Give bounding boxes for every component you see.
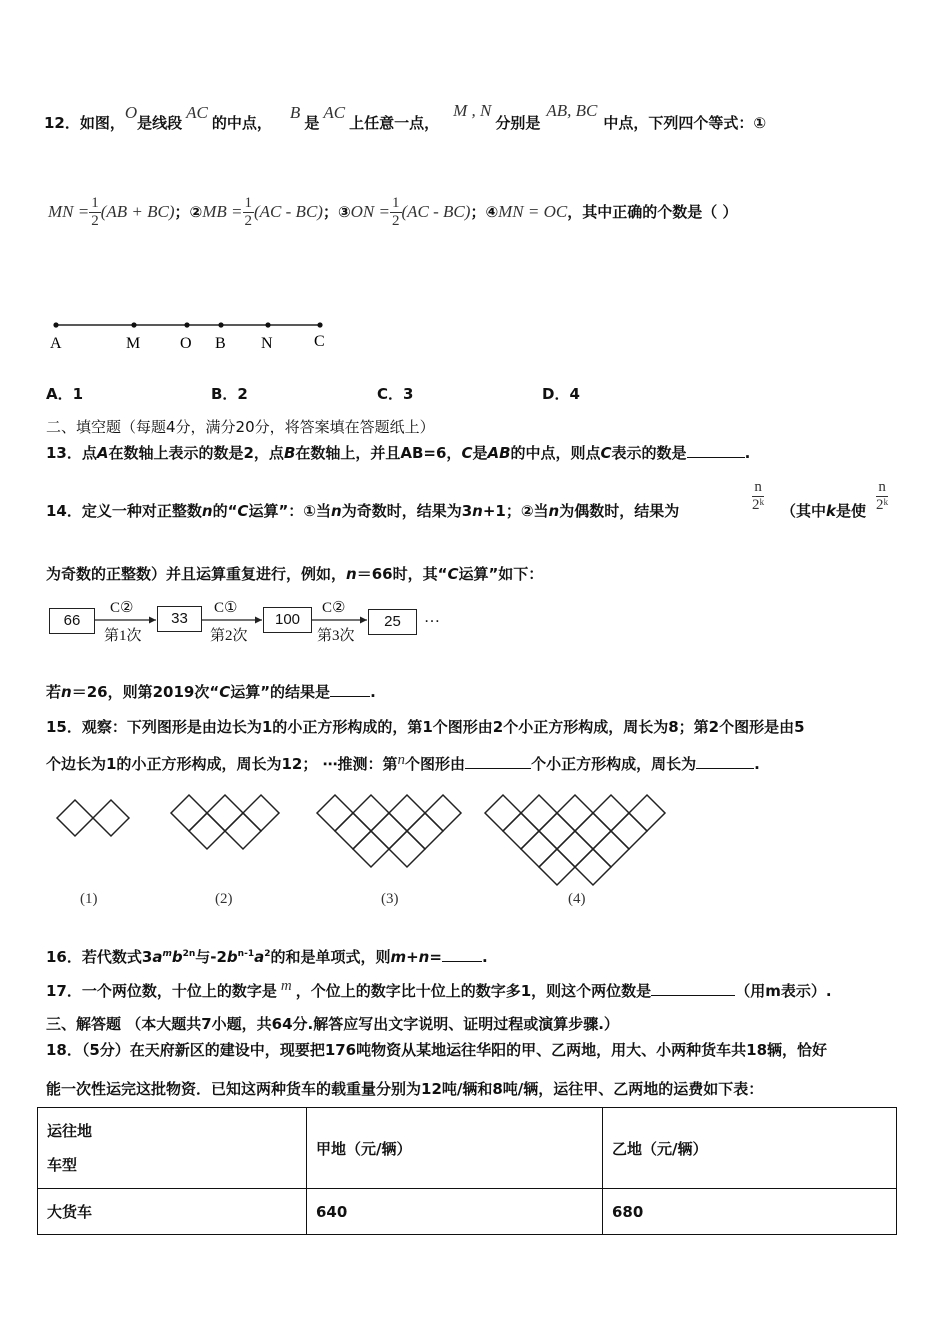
flow-value-1: 66	[49, 608, 95, 634]
math-ab-bc: AB, BC	[546, 101, 598, 120]
q14-line2: 为奇数的正整数）并且运算重复进行，例如，n＝66时，其“C运算”如下：	[46, 565, 544, 583]
point-b	[218, 322, 223, 327]
q17: 17．一个两位数，十位上的数字是 m ，个位上的数字比十位上的数字多1，则这个两位数是 （用m表示）.	[46, 978, 832, 1000]
section-3-heading: 三、解答题 （本大题共7小题，共64分.解答应写出文字说明、证明过程或演算步骤.）	[46, 1015, 619, 1033]
label-o: O	[180, 335, 192, 352]
q18-line1: 18．（5分）在天府新区的建设中，现要把176吨物资从某地运往华阳的甲、乙两地，用大、小两种货车共18辆，恰好	[46, 1041, 828, 1059]
option-a: A．1	[46, 385, 84, 403]
eq3-fraction: $\frac{1}{2}$	[392, 195, 400, 229]
q14-line3: 若n＝26，则第2019次“C运算”的结果是 .	[46, 683, 376, 701]
q15-perimeter-blank[interactable]	[696, 754, 754, 769]
option-d: D．4	[542, 385, 580, 403]
flow-value-2: 33	[157, 606, 202, 632]
pattern-figure-3	[317, 795, 461, 867]
label-n: N	[261, 335, 273, 352]
q15-line2: 个边长为1的小正方形构成，周长为12； ⋯推测：第n个图形由 个小正方形构成，周长为 .	[46, 752, 760, 773]
table-cell-yi: 680	[603, 1189, 897, 1235]
q12-line2: MN = $\frac{1}{2}$ (AB + BC)；②MB = $\frac{1}{2}$ (AC - BC)；③ON = $\frac{1}{2}$ (AC - BC)；④MN = OC，其中正确的个数是（ ）	[48, 195, 738, 229]
eq2-left: MB =	[202, 202, 243, 221]
flow-op-2: C①	[214, 600, 238, 616]
arrow-head-icon	[149, 617, 156, 624]
figure-label-3: (3)	[381, 891, 399, 907]
table-cell-jia: 640	[307, 1189, 603, 1235]
q16: 16．若代数式$3a^mb^{2n}$与$-2b^{n-1}a^2$的和是单项式，则m+n= .	[46, 948, 488, 966]
math-b: B	[289, 103, 301, 122]
q13-answer-blank[interactable]	[687, 443, 745, 458]
eq4: MN = OC	[498, 202, 568, 221]
flow-value-4: 25	[368, 609, 417, 635]
point-o	[184, 322, 189, 327]
pattern-figure-1	[57, 800, 129, 836]
figure-label-2: (2)	[215, 891, 233, 907]
flow-op-3: C②	[322, 600, 346, 616]
eq1-left: MN =	[48, 202, 90, 221]
flow-step-2: 第2次	[210, 628, 248, 644]
point-m	[131, 322, 136, 327]
freight-cost-table	[37, 1107, 897, 1235]
label-a: A	[50, 335, 62, 352]
q14-line1: 14．定义一种对正整数n的“C运算”：①当n为奇数时，结果为3n+1；②当n为偶数时，结果为	[46, 502, 680, 520]
table-header-jia: 甲地（元/辆）	[307, 1108, 603, 1189]
q12-line1: 12．如图，O是线段AC的中点，B是AC上任意一点，M , N分别是AB, BC中点，下列四个等式：①	[44, 101, 767, 132]
eq2-fraction: $\frac{1}{2}$	[244, 195, 253, 229]
option-b: B．2	[211, 385, 248, 403]
flow-step-1: 第1次	[104, 628, 142, 644]
arrow-head-icon	[360, 617, 367, 624]
point-n	[265, 322, 270, 327]
q15-line1: 15．观察：下列图形是由边长为1的小正方形构成的，第1个图形由2个小正方形构成，周长为8；第2个图形是由5	[46, 718, 805, 736]
math-o: O	[124, 103, 138, 122]
math-ac: AC	[323, 103, 346, 122]
q16-answer-blank[interactable]	[442, 947, 482, 962]
table-header-row	[38, 1108, 897, 1189]
eq3-left: ON =	[350, 202, 390, 221]
label-m: M	[126, 335, 141, 352]
table-cell-type: 大货车	[38, 1189, 307, 1235]
eq1-right: (AB + BC)	[100, 202, 175, 221]
eq2-right: (AC - BC)	[254, 202, 323, 221]
flow-ellipsis: …	[424, 609, 440, 626]
flow-op-1: C②	[110, 600, 134, 616]
table-header-yi: 乙地（元/辆）	[603, 1108, 897, 1189]
figure-label-4: (4)	[568, 891, 586, 907]
eq3-right: (AC - BC)	[401, 202, 471, 221]
math-ac: AC	[186, 103, 208, 122]
pattern-figure-4	[485, 795, 665, 885]
option-c: C．3	[377, 385, 414, 403]
square-pattern-figures	[0, 780, 700, 915]
q17-answer-blank[interactable]	[651, 981, 735, 996]
figure-label-1: (1)	[80, 891, 98, 907]
q14-fraction-1: $\frac{n}{\text{2ᵏ}}$	[752, 479, 765, 513]
q14-fraction-2: $\frac{n}{\text{2ᵏ}}$	[876, 479, 889, 513]
arrow-head-icon	[255, 617, 262, 624]
label-b: B	[215, 335, 226, 352]
segment-figure	[44, 318, 344, 354]
q13: 13．点A在数轴上表示的数是2，点B在数轴上，并且AB=6，C是AB的中点，则点C表示的数是 .	[46, 444, 751, 462]
flow-value-3: 100	[263, 607, 312, 633]
point-a	[53, 322, 58, 327]
eq1-fraction: $\frac{1}{2}$	[91, 195, 99, 229]
table-row	[38, 1189, 897, 1235]
q14-line1-tail: （其中k是使	[781, 502, 867, 520]
pattern-figure-2	[171, 795, 279, 849]
table-corner-cell: 运往地 车型	[38, 1108, 307, 1189]
label-c: C	[314, 333, 325, 350]
section-2-heading: 二、填空题（每题4分，满分20分，将答案填在答题纸上）	[46, 418, 435, 436]
q14-answer-blank[interactable]	[330, 682, 370, 697]
point-c	[317, 322, 322, 327]
q15-count-blank[interactable]	[465, 754, 531, 769]
math-mn: M , N	[453, 101, 492, 120]
q18-line2: 能一次性运完这批物资．已知这两种货车的载重量分别为12吨/辆和8吨/辆，运往甲、乙两地的运费如下表：	[46, 1080, 764, 1098]
flow-step-3: 第3次	[317, 628, 355, 644]
